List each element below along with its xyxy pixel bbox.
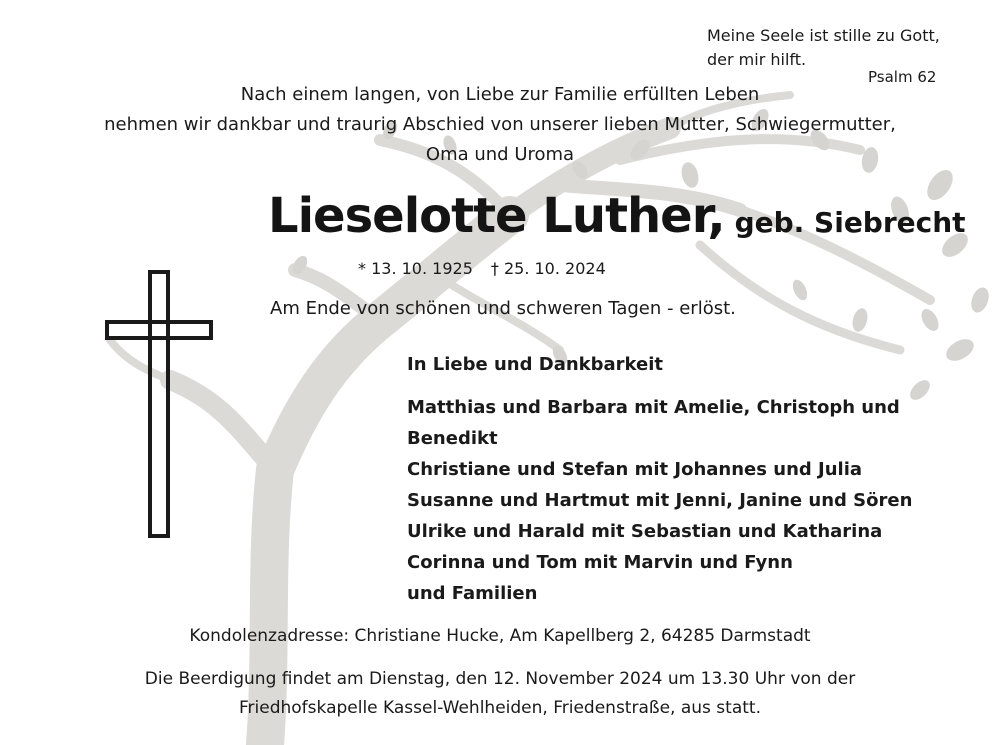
memorial-verse: Am Ende von schönen und schweren Tagen - erlöst. <box>270 298 736 319</box>
family-line: Benedikt <box>407 428 498 449</box>
family-line: Matthias und Barbara mit Amelie, Christoph und <box>407 397 900 418</box>
funeral-info <box>0 665 1000 723</box>
family-line: Ulrike und Harald mit Sebastian und Katharina <box>407 521 883 542</box>
gratitude-heading: In Liebe und Dankbarkeit <box>407 354 664 375</box>
intro-text <box>0 80 1000 170</box>
deceased-name: Lieselotte Luther, <box>268 188 725 244</box>
condolence-address: Kondolenzadresse: Christiane Hucke, Am Kapellberg 2, 64285 Darmstadt <box>189 626 811 646</box>
funeral-line: Die Beerdigung findet am Dienstag, den 12. November 2024 um 13.30 Uhr von der <box>144 669 856 689</box>
deceased-name-line <box>268 188 966 244</box>
psalm-line: Meine Seele ist stille zu Gott, <box>707 26 940 45</box>
funeral-line: Friedhofskapelle Kassel-Wehlheiden, Friedenstraße, aus statt. <box>239 698 761 718</box>
death-date: † 25. 10. 2024 <box>490 259 606 278</box>
intro-line: Oma und Uroma <box>425 144 575 165</box>
birth-date: * 13. 10. 1925 <box>358 259 473 278</box>
family-line: Corinna und Tom mit Marvin und Fynn <box>407 552 793 573</box>
family-list <box>407 392 912 609</box>
intro-line: Nach einem langen, von Liebe zur Familie erfüllten Leben <box>240 84 760 105</box>
family-line: und Familien <box>407 583 538 604</box>
intro-line: nehmen wir dankbar und traurig Abschied von unserer lieben Mutter, Schwiegermutter, <box>104 114 896 135</box>
life-dates <box>358 259 606 278</box>
psalm-line: der mir hilft. <box>707 50 807 69</box>
psalm-reference: Psalm 62 <box>868 68 937 86</box>
family-line: Susanne und Hartmut mit Jenni, Janine und Sören <box>407 490 913 511</box>
family-line: Christiane und Stefan mit Johannes und Julia <box>407 459 863 480</box>
psalm-quote <box>707 24 940 72</box>
birth-name: geb. Siebrecht <box>734 206 966 239</box>
cross-icon <box>103 270 215 540</box>
